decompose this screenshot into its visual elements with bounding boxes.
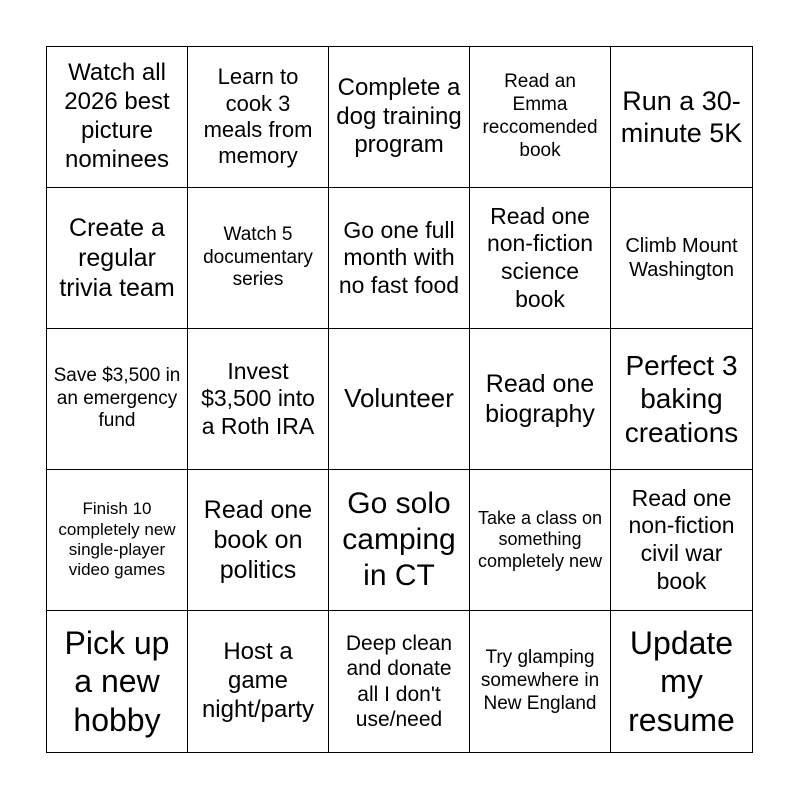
bingo-cell — [329, 611, 470, 752]
bingo-cell-text: Create a regular trivia team — [59, 214, 175, 302]
bingo-cell — [47, 188, 188, 329]
bingo-cell-text: Try glamping somewhere in New England — [480, 647, 600, 714]
bingo-cell-text: Run a 30-minute 5K — [620, 85, 743, 148]
bingo-cell-text: Pick up a new hobby — [64, 624, 170, 738]
bingo-cell-text: Save $3,500 in an emergency fund — [53, 364, 181, 432]
bingo-cell-text: Volunteer — [344, 383, 454, 414]
bingo-cell-text: Complete a dog training program — [336, 73, 462, 159]
bingo-board — [46, 46, 753, 753]
bingo-cell — [470, 470, 611, 611]
bingo-cell — [329, 188, 470, 329]
bingo-cell — [470, 611, 611, 752]
bingo-cell-text: Read one non-fiction civil war book — [628, 484, 735, 594]
bingo-cell-text: Go solo camping in CT — [342, 487, 456, 592]
bingo-cell-text: Host a game night/party — [201, 638, 315, 723]
bingo-cell-text: Finish 10 completely new single-player video games — [58, 499, 176, 580]
bingo-cell — [47, 47, 188, 188]
bingo-cell-text: Go one full month with no fast food — [338, 216, 460, 298]
bingo-cell-text: Read one biography — [485, 370, 595, 428]
bingo-cell-text: Deep clean and donate all I don't use/need — [345, 632, 453, 731]
bingo-cell — [47, 611, 188, 752]
bingo-cell — [611, 188, 752, 329]
bingo-cell-text: Learn to cook 3 meals from memory — [203, 64, 313, 169]
bingo-cell — [47, 329, 188, 470]
bingo-cell — [470, 188, 611, 329]
bingo-cell — [188, 470, 329, 611]
bingo-cell — [470, 47, 611, 188]
bingo-cell — [188, 188, 329, 329]
bingo-cell-text: Take a class on something completely new — [477, 507, 603, 571]
bingo-cell — [329, 470, 470, 611]
bingo-cell — [329, 47, 470, 188]
bingo-cell — [188, 47, 329, 188]
bingo-cell-text: Watch all 2026 best picture nominees — [64, 59, 170, 173]
bingo-cell-text: Read one non-fiction science book — [486, 202, 594, 312]
bingo-cell — [611, 611, 752, 752]
bingo-cell-text: Perfect 3 baking creations — [624, 349, 739, 448]
bingo-cell — [611, 470, 752, 611]
bingo-cell — [188, 329, 329, 470]
bingo-cell-text: Update my resume — [628, 624, 735, 738]
bingo-cell — [611, 329, 752, 470]
bingo-cell — [47, 470, 188, 611]
bingo-cell — [329, 329, 470, 470]
bingo-cell-text: Read one book on politics — [203, 496, 313, 584]
bingo-cell-text: Invest $3,500 into a Roth IRA — [201, 357, 315, 439]
bingo-cell-text: Read an Emma reccomended book — [482, 71, 598, 161]
bingo-cell-text: Climb Mount Washington — [625, 235, 738, 281]
bingo-cell — [611, 47, 752, 188]
bingo-cell-text: Watch 5 documentary series — [203, 223, 313, 291]
bingo-cell — [188, 611, 329, 752]
bingo-cell — [470, 329, 611, 470]
